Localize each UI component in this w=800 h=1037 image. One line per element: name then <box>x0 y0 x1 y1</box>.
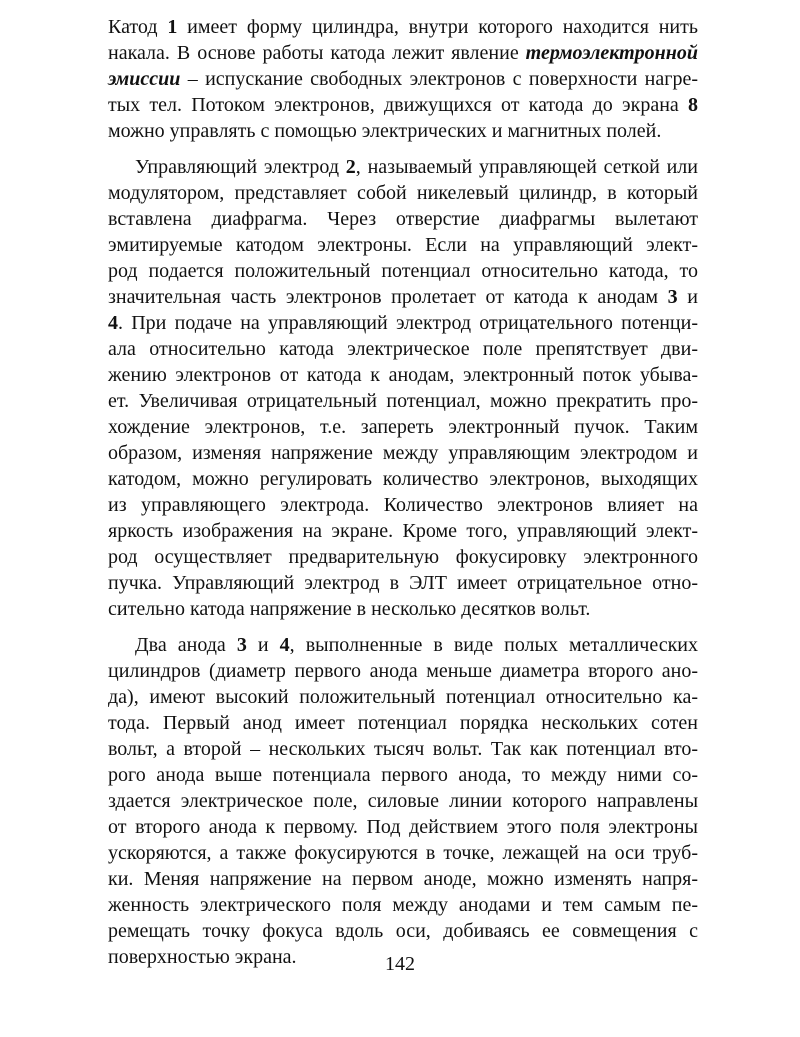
text-line <box>108 710 698 736</box>
text-run: Управляющий электрод <box>135 156 346 178</box>
text-line <box>108 736 698 762</box>
paragraph-control-electrode <box>108 154 698 622</box>
text-run: , выполненные в виде полых металлических <box>289 634 698 656</box>
text-line <box>108 684 698 710</box>
text-run: , называемый управляющей сеткой или <box>355 156 698 178</box>
text-run: и <box>246 634 280 656</box>
text-run: катодом, можно регулировать количество электронов, выходящих <box>108 468 698 490</box>
text-run: тода. Первый анод имеет потенциал порядка нескольких сотен <box>108 712 698 734</box>
text-line <box>108 180 698 206</box>
paragraph-cathode <box>108 14 698 144</box>
text-line <box>108 310 698 336</box>
text-line <box>108 440 698 466</box>
text-line <box>108 362 698 388</box>
text-run: цилиндров (диаметр первого анода меньше диаметра второго ано- <box>108 660 698 682</box>
text-run: накала. В основе работы катода лежит явление <box>108 42 526 64</box>
text-run: эмитируемые катодом электроны. Если на управляющий элект- <box>108 234 698 256</box>
text-line <box>108 414 698 440</box>
text-run: да), имеют высокий положительный потенциал относительно ка- <box>108 686 698 708</box>
text-line <box>108 814 698 840</box>
text-line <box>108 118 698 144</box>
text-line <box>108 206 698 232</box>
text-run: род подается положительный потенциал относительно катода, то <box>108 260 698 282</box>
text-run: хождение электронов, т.е. запереть электронный пучок. Таким <box>108 416 698 438</box>
text-line <box>108 840 698 866</box>
text-line <box>108 258 698 284</box>
text-line <box>108 40 698 66</box>
text-run: вольт, а второй – нескольких тысяч вольт. Так как потенциал вто- <box>108 738 698 760</box>
text-line <box>108 466 698 492</box>
text-run: ала относительно катода электрическое поле препятствует дви- <box>108 338 698 360</box>
text-run: рого анода выше потенциала первого анода, то между ними со- <box>108 764 698 786</box>
text-run: жению электронов от катода к анодам, электронный поток убыва- <box>108 364 698 386</box>
text-run: женность электрического поля между анодами и тем самым пе- <box>108 894 698 916</box>
text-run: 8 <box>688 94 698 116</box>
text-run: здается электрическое поле, силовые линии которого направлены <box>108 790 698 812</box>
text-run: 4 <box>108 312 118 334</box>
text-line <box>108 492 698 518</box>
text-line <box>108 866 698 892</box>
text-run: из управляющего электрода. Количество электронов влияет на <box>108 494 698 516</box>
text-line <box>108 570 698 596</box>
text-run: и <box>677 286 698 308</box>
text-line <box>108 632 698 658</box>
text-line <box>108 14 698 40</box>
text-line <box>108 388 698 414</box>
text-line <box>108 518 698 544</box>
text-run: тых тел. Потоком электронов, движущихся от катода до экрана <box>108 94 688 116</box>
paragraph-anodes <box>108 632 698 970</box>
text-line <box>108 892 698 918</box>
text-run: ускоряются, а также фокусируются в точке, лежащей на оси труб- <box>108 842 698 864</box>
text-line <box>108 918 698 944</box>
text-run: Два анода <box>135 634 237 656</box>
text-run: 3 <box>667 286 678 308</box>
text-run: 3 <box>236 634 247 656</box>
text-run: поверхностью экрана. <box>108 946 297 968</box>
text-run: ет. Увеличивая отрицательный потенциал, можно прекратить про- <box>108 390 698 412</box>
text-run: от второго анода к первому. Под действием этого поля электроны <box>108 816 698 838</box>
text-run: 1 <box>167 16 178 38</box>
body-text <box>108 14 698 970</box>
text-run: ки. Меняя напряжение на первом аноде, можно изменять напря- <box>108 868 698 890</box>
text-run: Катод <box>108 16 168 38</box>
text-line <box>108 596 698 622</box>
text-run: – испускание свободных электронов с поверхности нагре- <box>180 68 698 90</box>
text-run: значительная часть электронов пролетает от катода к анодам <box>108 286 668 308</box>
text-run: яркость изображения на экране. Кроме того, управляющий элект- <box>108 520 698 542</box>
text-line <box>108 762 698 788</box>
text-run: пучка. Управляющий электрод в ЭЛТ имеет отрицательное отно- <box>108 572 698 594</box>
text-line <box>108 284 698 310</box>
text-line <box>108 544 698 570</box>
text-run: термоэлектронной <box>525 42 698 64</box>
text-run: ремещать точку фокуса вдоль оси, добиваясь ее совмещения с <box>108 920 698 942</box>
text-run: 4 <box>279 634 290 656</box>
text-run: эмиссии <box>108 68 181 90</box>
text-line <box>108 66 698 92</box>
text-run: можно управлять с помощью электрических и магнитных полей. <box>108 120 662 142</box>
text-run: модулятором, представляет собой никелевый цилиндр, в который <box>108 182 698 204</box>
text-run: род осуществляет предварительную фокусировку электронного <box>108 546 698 568</box>
text-line <box>108 92 698 118</box>
text-line <box>108 788 698 814</box>
text-run: имеет форму цилиндра, внутри которого находится нить <box>177 16 698 38</box>
text-run: . При подаче на управляющий электрод отрицательного потенци- <box>118 312 698 334</box>
text-line <box>108 154 698 180</box>
text-run: сительно катода напряжение в несколько десятков вольт. <box>108 598 591 620</box>
text-run: образом, изменяя напряжение между управляющим электродом и <box>108 442 698 464</box>
text-line <box>108 232 698 258</box>
text-run: вставлена диафрагма. Через отверстие диафрагмы вылетают <box>108 208 698 230</box>
text-line <box>108 336 698 362</box>
text-line <box>108 658 698 684</box>
page-number: 142 <box>385 953 415 975</box>
text-run: 2 <box>345 156 356 178</box>
